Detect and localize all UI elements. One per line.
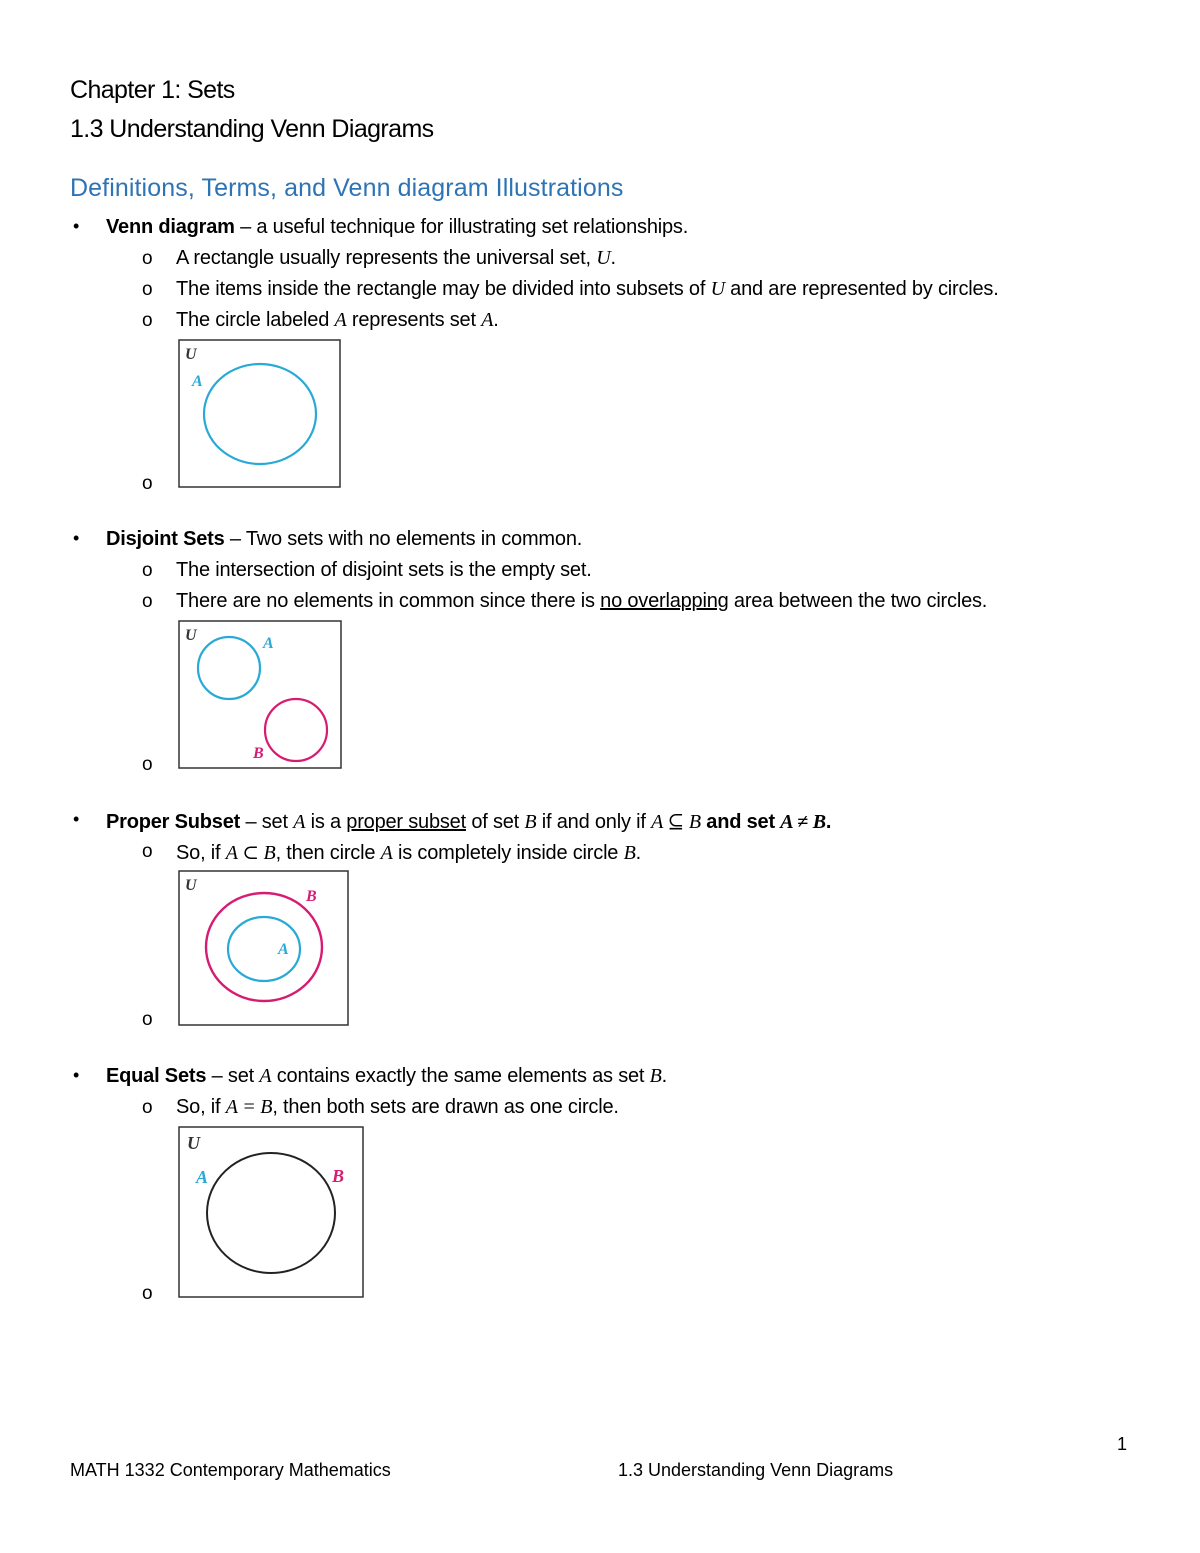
math-expression: A ≠ B bbox=[780, 811, 826, 833]
proper-term: Proper Subset bbox=[106, 811, 241, 833]
text: and are represented by circles. bbox=[724, 278, 999, 300]
disjoint-sets-figure bbox=[178, 620, 342, 770]
page-number: 1 bbox=[1117, 1434, 1128, 1454]
proper-definition bbox=[106, 809, 831, 834]
text: A rectangle usually represents the universal set, bbox=[176, 247, 597, 269]
label-u: U bbox=[185, 877, 197, 894]
text: . bbox=[610, 247, 616, 269]
text: – set bbox=[206, 1065, 260, 1087]
math-var: U bbox=[596, 247, 611, 269]
bold-text: and set bbox=[700, 811, 781, 833]
equal-sets-figure bbox=[178, 1126, 364, 1299]
equal-definition bbox=[106, 1065, 667, 1088]
bullet-icon: • bbox=[73, 528, 80, 548]
text: There are no elements in common since there is bbox=[176, 590, 601, 612]
label-u: U bbox=[185, 627, 197, 644]
label-a: A bbox=[192, 373, 203, 390]
label-a: A bbox=[278, 941, 289, 958]
text: area between the two circles. bbox=[728, 590, 988, 612]
label-b: B bbox=[332, 1166, 345, 1186]
text: – set bbox=[240, 811, 294, 833]
venn-term: Venn diagram bbox=[106, 216, 235, 238]
text: , then circle bbox=[275, 842, 381, 864]
chapter-title: Chapter 1: Sets bbox=[70, 76, 235, 104]
sub-bullet-icon: o bbox=[142, 560, 153, 581]
math-expression: A ⊆ B bbox=[651, 811, 701, 833]
text: contains exactly the same elements as set bbox=[271, 1065, 650, 1087]
math-var: B bbox=[524, 811, 537, 833]
math-var: A bbox=[334, 309, 347, 331]
venn-definition bbox=[106, 216, 688, 239]
venn-basic-figure bbox=[178, 339, 341, 489]
label-a: A bbox=[196, 1167, 209, 1187]
math-var: A bbox=[380, 842, 393, 864]
math-var: A bbox=[259, 1065, 272, 1087]
proper-subset-figure bbox=[178, 870, 349, 1027]
math-expression: A ⊂ B bbox=[225, 842, 276, 864]
sub-bullet-icon: o bbox=[142, 591, 153, 612]
footer-right: 1.3 Understanding Venn Diagrams bbox=[618, 1460, 894, 1480]
label-b: B bbox=[306, 888, 317, 905]
bold-text: . bbox=[825, 811, 832, 833]
underlined-text: no overlapping bbox=[600, 590, 729, 612]
text: . bbox=[635, 842, 641, 864]
sub-bullet-icon: o bbox=[142, 841, 153, 862]
underlined-text: proper subset bbox=[346, 811, 466, 833]
math-var: U bbox=[710, 278, 725, 300]
footer-left: MATH 1332 Contemporary Mathematics bbox=[70, 1460, 391, 1480]
disjoint-sub2 bbox=[176, 590, 987, 613]
math-var: B bbox=[623, 842, 636, 864]
text: of set bbox=[465, 811, 525, 833]
text: if and only if bbox=[536, 811, 652, 833]
text: . bbox=[661, 1065, 668, 1087]
sub-bullet-icon: o bbox=[142, 1097, 153, 1118]
equal-term: Equal Sets bbox=[106, 1065, 207, 1087]
text: . bbox=[493, 309, 499, 331]
equal-sub1 bbox=[176, 1096, 619, 1119]
math-var: B bbox=[649, 1065, 662, 1087]
text: So, if bbox=[176, 842, 226, 864]
math-expression: A = B bbox=[225, 1096, 273, 1118]
text: So, if bbox=[176, 1096, 226, 1118]
bullet-icon: • bbox=[73, 216, 80, 236]
disjoint-definition bbox=[106, 528, 582, 551]
label-u: U bbox=[187, 1133, 200, 1153]
text: is completely inside circle bbox=[392, 842, 624, 864]
section-title: 1.3 Understanding Venn Diagrams bbox=[70, 115, 434, 143]
disjoint-definition-text: – Two sets with no elements in common. bbox=[224, 528, 583, 550]
math-var: A bbox=[293, 811, 306, 833]
label-b: B bbox=[253, 745, 264, 762]
subheading: Definitions, Terms, and Venn diagram Illustrations bbox=[70, 174, 624, 202]
label-a: A bbox=[263, 635, 274, 652]
bullet-icon: • bbox=[73, 809, 80, 829]
venn-sub3 bbox=[176, 309, 499, 332]
text: is a bbox=[305, 811, 347, 833]
text: represents set bbox=[346, 309, 482, 331]
sub-bullet-icon: o bbox=[142, 310, 153, 331]
sub-bullet-icon: o bbox=[142, 473, 153, 494]
math-var: A bbox=[481, 309, 494, 331]
disjoint-sub1: The intersection of disjoint sets is the empty set. bbox=[176, 559, 592, 581]
sub-bullet-icon: o bbox=[142, 754, 153, 775]
venn-sub1 bbox=[176, 247, 616, 270]
sub-bullet-icon: o bbox=[142, 1283, 153, 1304]
sub-bullet-icon: o bbox=[142, 279, 153, 300]
proper-sub1 bbox=[176, 840, 641, 865]
sub-bullet-icon: o bbox=[142, 1009, 153, 1030]
bullet-icon: • bbox=[73, 1065, 80, 1085]
disjoint-term: Disjoint Sets bbox=[106, 528, 225, 550]
text: , then both sets are drawn as one circle. bbox=[272, 1096, 619, 1118]
venn-sub2 bbox=[176, 278, 999, 301]
label-u: U bbox=[185, 346, 197, 363]
venn-definition-text: – a useful technique for illustrating set relationships. bbox=[234, 216, 689, 238]
sub-bullet-icon: o bbox=[142, 248, 153, 269]
text: The items inside the rectangle may be divided into subsets of bbox=[176, 278, 711, 300]
text: The circle labeled bbox=[176, 309, 335, 331]
